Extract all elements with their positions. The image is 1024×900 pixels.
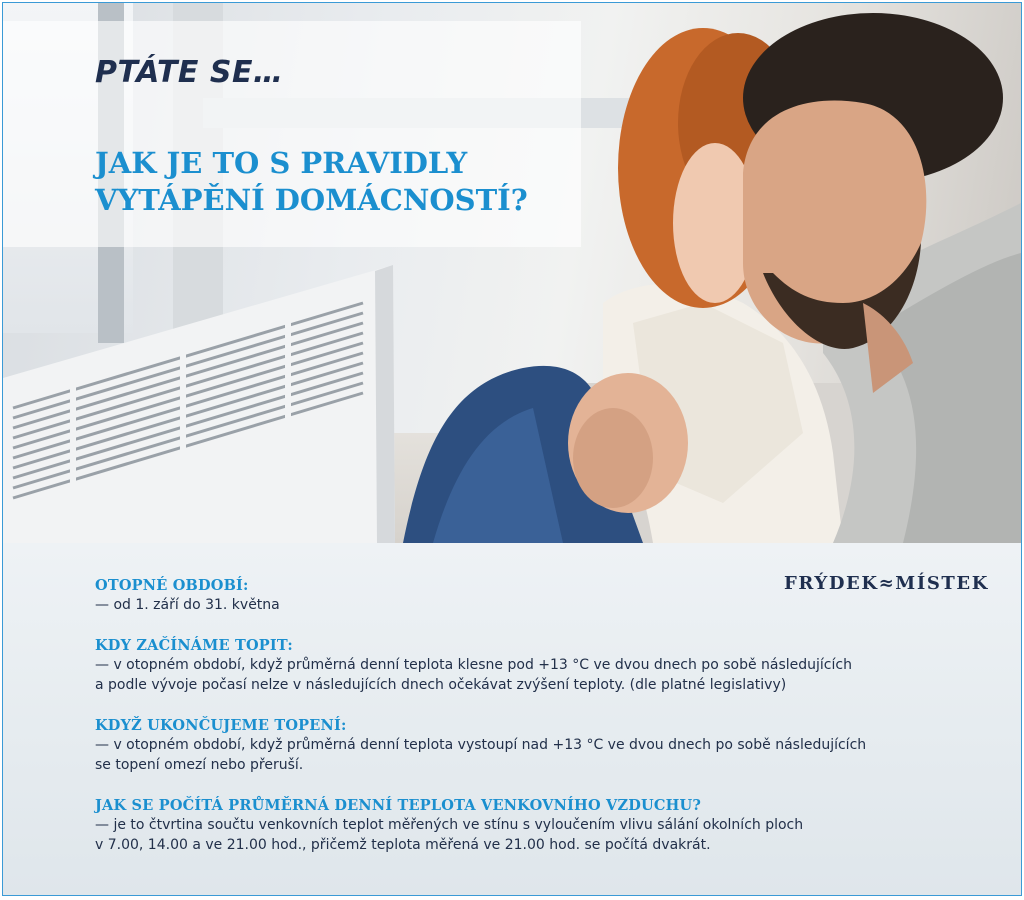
radiator bbox=[3, 268, 395, 543]
section-title: JAK SE POČÍTÁ PRŮMĚRNÁ DENNÍ TEPLOTA VENKOVNÍHO VZDUCHU? bbox=[95, 797, 702, 814]
section-line: — v otopném období, když průměrná denní teplota vystoupí nad +13 °C ve dvou dnech po sobě následujících bbox=[95, 737, 867, 753]
section-title: OTOPNÉ OBDOBÍ: bbox=[95, 577, 249, 594]
headline-line-2: VYTÁPĚNÍ DOMÁCNOSTÍ? bbox=[95, 183, 528, 217]
section-heating-period bbox=[95, 576, 955, 615]
section-title: KDY ZAČÍNÁME TOPIT: bbox=[95, 637, 293, 654]
section-average-temperature bbox=[95, 796, 955, 855]
headline-line-1: JAK JE TO S PRAVIDLY bbox=[95, 146, 468, 180]
section-line: a podle vývoje počasí nelze v následujících dnech očekávat zvýšení teploty. (dle platné legislativy) bbox=[95, 677, 787, 693]
info-section bbox=[3, 543, 1021, 895]
section-start-heating bbox=[95, 636, 955, 695]
section-title: KDYŽ UKONČUJEME TOPENÍ: bbox=[95, 717, 347, 734]
brand-logo: FRÝDEK≈MÍSTEK bbox=[784, 573, 989, 594]
section-line: — v otopném období, když průměrná denní teplota klesne pod +13 °C ve dvou dnech po sobě následujících bbox=[95, 657, 852, 673]
section-line: se topení omezí nebo přeruší. bbox=[95, 757, 304, 773]
section-line: — od 1. září do 31. května bbox=[95, 597, 280, 613]
section-line: — je to čtvrtina součtu venkovních teplot měřených ve stínu s vyloučením vlivu sálání okolních ploch bbox=[95, 817, 804, 833]
kicker: PTÁTE SE… bbox=[95, 55, 284, 90]
radiator-side bbox=[375, 265, 395, 543]
headline bbox=[95, 145, 528, 219]
hands-shade bbox=[573, 408, 653, 508]
poster bbox=[2, 2, 1022, 896]
hero-photo bbox=[3, 3, 1021, 543]
section-line: v 7.00, 14.00 a ve 21.00 hod., přičemž teplota měřená ve 21.00 hod. se počítá dvakrát. bbox=[95, 837, 711, 853]
section-end-heating bbox=[95, 716, 955, 775]
